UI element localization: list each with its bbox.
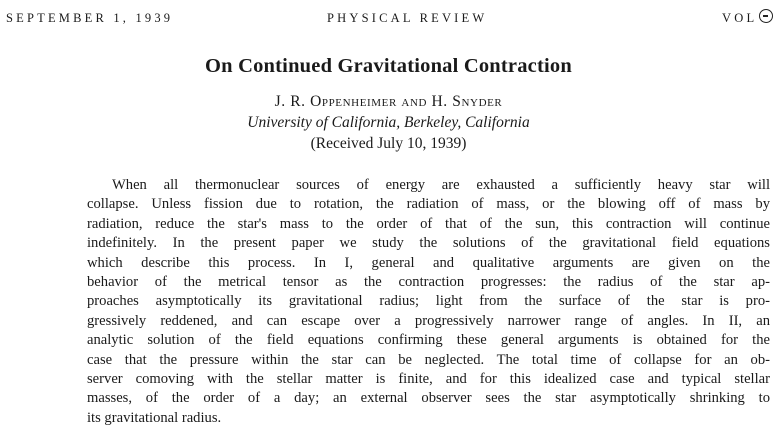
article-received-date: (Received July 10, 1939) [310, 135, 467, 152]
header-journal: PHYSICAL REVIEW [327, 11, 488, 25]
abstract-line: radiation, reduce the star's mass to the order of that of the sun, this contraction will continue [87, 215, 770, 232]
abstract-line: indefinitely. In the present paper we study the solutions of the gravitational field equations [87, 235, 770, 252]
abstract-line: When all thermonuclear sources of energy are exhausted a sufficiently heavy star will [112, 177, 770, 193]
abstract [87, 176, 770, 428]
abstract-line: which describe this process. In I, general and qualitative arguments are given on the [87, 254, 770, 271]
abstract-line: gressively reddened, and can escape over a progressively narrower range of angles. In II, an [87, 312, 770, 329]
header-volume: VOL [722, 11, 758, 25]
article-affiliation: University of California, Berkeley, California [247, 114, 530, 131]
abstract-line: collapse. Unless fission due to rotation, the radiation of mass, or the blowing off of mass by [87, 196, 770, 213]
abstract-line: masses, of the order of a day; an external observer sees the star asymptotically shrinking to [87, 390, 770, 407]
article-title: On Continued Gravitational Contraction [205, 55, 572, 77]
abstract-line: proaches asymptotically its gravitational radius; light from the surface of the star is pro- [87, 293, 770, 310]
article-authors: J. R. Oppenheimer and H. Snyder [274, 93, 503, 110]
abstract-line: its gravitational radius. [87, 409, 222, 426]
zoom-out-icon[interactable] [759, 9, 773, 23]
running-head [0, 11, 777, 31]
abstract-line: case that the pressure within the star can be neglected. The total time of collapse for an ob- [87, 351, 770, 368]
abstract-line: server comoving with the stellar matter is finite, and for this idealized case and typical stellar [87, 371, 770, 388]
header-date: SEPTEMBER 1, 1939 [6, 11, 174, 25]
abstract-line: behavior of the metrical tensor as the contraction progresses: the radius of the star ap- [87, 274, 770, 291]
abstract-line: analytic solution of the field equations confirming these general arguments is obtained for the [87, 332, 770, 349]
